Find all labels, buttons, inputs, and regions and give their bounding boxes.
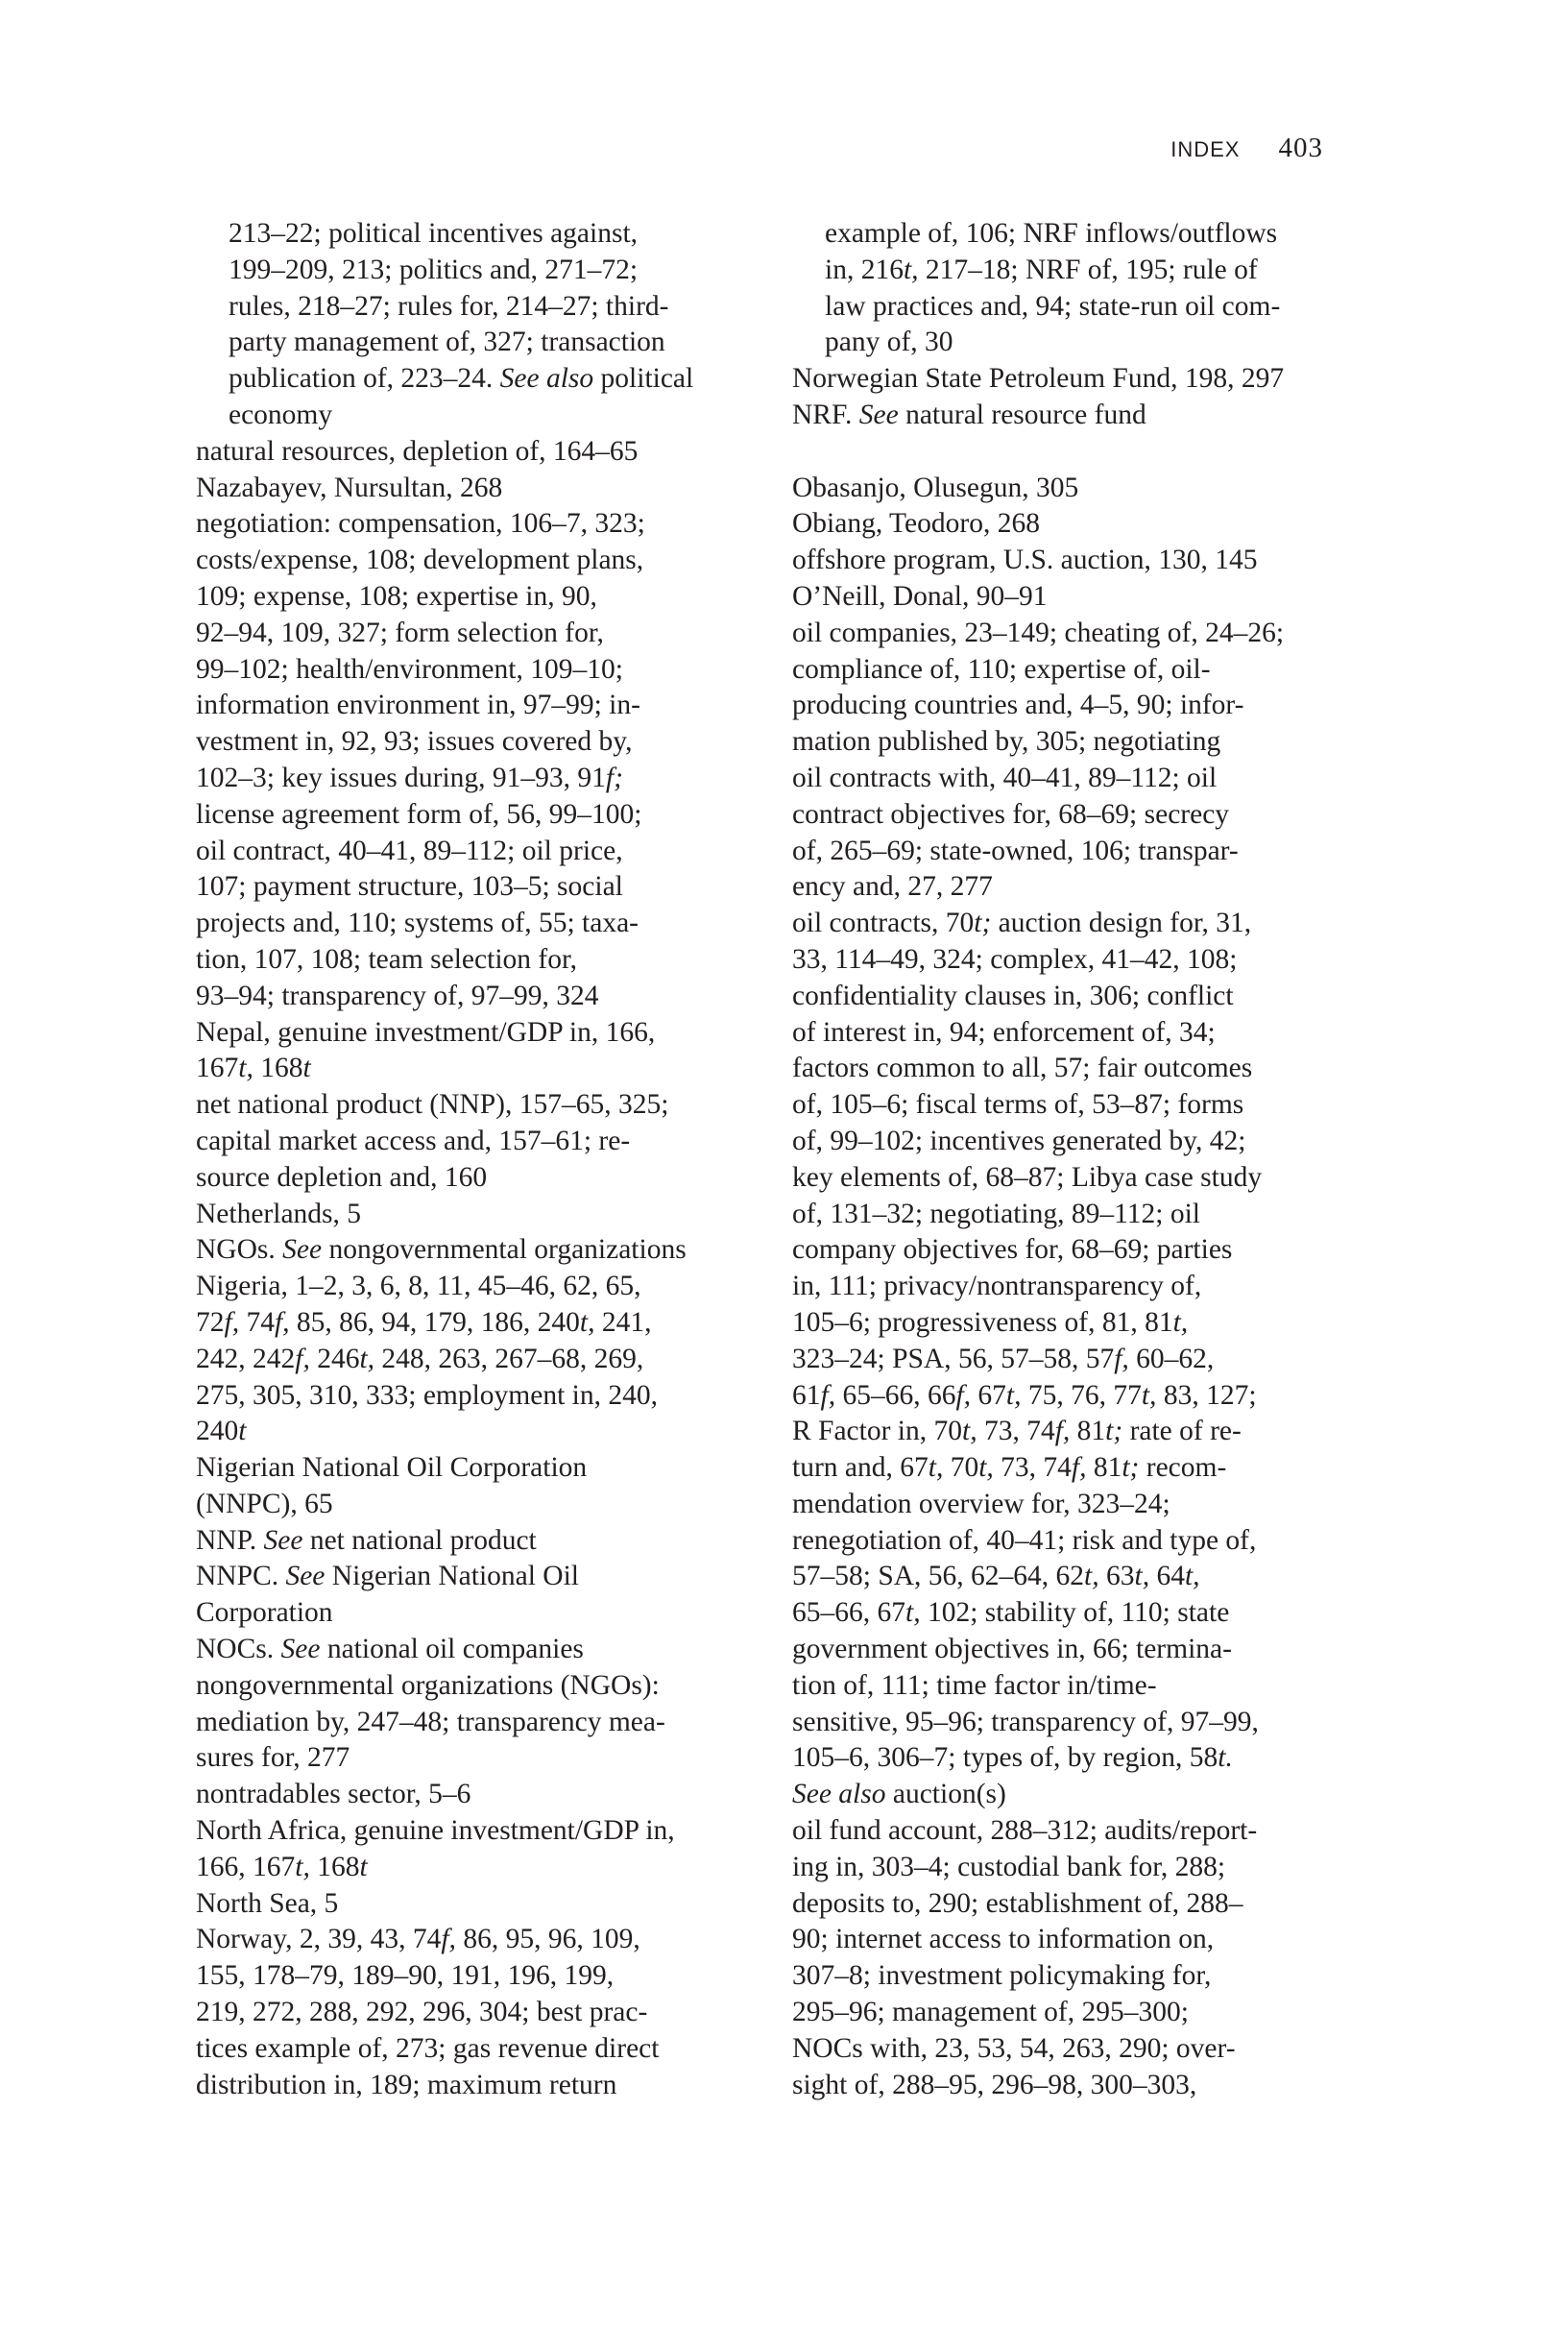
index-entry-line: 295–96; management of, 295–300; (792, 1997, 1189, 2028)
running-header (1170, 133, 1323, 164)
index-entry-line: vestment in, 92, 93; issues covered by, (196, 726, 633, 758)
index-entry-line: deposits to, 290; establishment of, 288– (792, 1887, 1243, 1919)
index-entry-line: government objectives in, 66; termina- (792, 1634, 1232, 1665)
index-entry-line: North Sea, 5 (196, 1887, 339, 1919)
index-entry-line: compliance of, 110; expertise of, oil- (792, 653, 1211, 685)
index-entry-line: ency and, 27, 277 (792, 871, 993, 903)
index-entry-line: producing countries and, 4–5, 90; infor- (792, 690, 1244, 721)
index-entry-line: Corporation (196, 1597, 333, 1629)
index-entry-line: oil contracts, 70t; auction design for, 31, (792, 908, 1252, 939)
index-entry (196, 1668, 772, 1777)
index-column-right (792, 216, 1344, 2103)
index-entry-line: 167t, 168t (196, 1053, 311, 1084)
index-entry (196, 434, 772, 471)
index-entry-line: 107; payment structure, 103–5; social (196, 871, 623, 903)
index-entry-line: party management of, 327; transaction (229, 327, 665, 358)
index-entry-line: of, 131–32; negotiating, 89–112; oil (792, 1198, 1200, 1229)
index-entry-line: ing in, 303–4; custodial bank for, 288; (792, 1851, 1226, 1882)
page-number: 403 (1278, 133, 1323, 163)
index-entry-line: distribution in, 189; maximum return (196, 2069, 617, 2100)
index-entry-line: 307–8; investment policymaking for, (792, 1960, 1212, 1992)
index-entry-line: Obasanjo, Olusegun, 305 (792, 472, 1079, 503)
index-entry-line: confidentiality clauses in, 306; conflict (792, 980, 1234, 1011)
index-entry-line: law practices and, 94; state-run oil com- (825, 290, 1281, 322)
index-entry-line: O’Neill, Donal, 90–91 (792, 580, 1048, 612)
index-entry-line: sures for, 277 (196, 1742, 350, 1774)
index-entry-line: tices example of, 273; gas revenue direct (196, 2032, 660, 2064)
index-entry-line: mendation overview for, 323–24; (792, 1488, 1170, 1519)
index-entry (196, 1450, 772, 1523)
index-entry (792, 361, 1344, 398)
index-entry-line: of, 105–6; fiscal terms of, 53–87; forms (792, 1089, 1244, 1121)
running-head-title: INDEX (1170, 137, 1241, 161)
index-entry-line: offshore program, U.S. auction, 130, 145 (792, 545, 1258, 576)
index-entry-line: nongovernmental organizations (NGOs): (196, 1669, 660, 1701)
index-entry-line: capital market access and, 157–61; re- (196, 1125, 631, 1156)
index-entry-line: information environment in, 97–99; in- (196, 690, 640, 721)
index-entry-line: sensitive, 95–96; transparency of, 97–99, (792, 1706, 1259, 1737)
index-entry (196, 1232, 772, 1269)
index-entry-line: 213–22; political incentives against, (229, 218, 639, 249)
index-entry-line: source depletion and, 160 (196, 1161, 488, 1193)
index-entry-line: Nigerian National Oil Corporation (196, 1452, 588, 1484)
index-entry-line: 105–6, 306–7; types of, by region, 58t. (792, 1742, 1233, 1774)
index-entry-line: 199–209, 213; politics and, 271–72; (229, 254, 639, 285)
index-entry-line: tion of, 111; time factor in/time- (792, 1669, 1157, 1701)
index-entry-line: publication of, 223–24. See also political (229, 363, 694, 395)
index-entry (196, 506, 772, 1014)
index-entry-line: turn and, 67t, 70t, 73, 74f, 81t; recom- (792, 1452, 1227, 1484)
index-column-left (196, 216, 772, 2103)
index-entry (196, 1632, 772, 1668)
index-entry-line: 105–6; progressiveness of, 81, 81t, (792, 1306, 1189, 1338)
index-entry-line: 61f, 65–66, 66f, 67t, 75, 76, 77t, 83, 127; (792, 1379, 1257, 1411)
index-entry (792, 616, 1344, 906)
index-entry-line: oil contract, 40–41, 89–112; oil price, (196, 835, 623, 866)
index-entry-line: natural resources, depletion of, 164–65 (196, 435, 639, 467)
index-entry-line: 90; internet access to information on, (792, 1924, 1215, 1955)
index-entry-line: Nigeria, 1–2, 3, 6, 8, 11, 45–46, 62, 65, (196, 1271, 641, 1302)
index-entry-line: Obiang, Teodoro, 268 (792, 508, 1040, 540)
index-entry (196, 1922, 772, 2103)
index-entry (792, 543, 1344, 579)
index-entry (792, 579, 1344, 616)
index-entry-line: NNP. See net national product (196, 1524, 537, 1556)
index-entry-line: factors common to all, 57; fair outcomes (792, 1053, 1253, 1084)
index-entry-line: 99–102; health/environment, 109–10; (196, 653, 623, 685)
letter-group-gap (792, 434, 1344, 471)
index-entry (792, 506, 1344, 543)
index-entry-line: license agreement form of, 56, 99–100; (196, 798, 642, 830)
index-entry-line: 93–94; transparency of, 97–99, 324 (196, 980, 599, 1011)
index-entry-line: contract objectives for, 68–69; secrecy (792, 798, 1230, 830)
index-entry-line: oil contracts with, 40–41, 89–112; oil (792, 762, 1218, 793)
index-entry-line: 219, 272, 288, 292, 296, 304; best prac- (196, 1997, 648, 2028)
index-entry-line: rules, 218–27; rules for, 214–27; third- (229, 290, 669, 322)
index-entry-line: North Africa, genuine investment/GDP in, (196, 1815, 675, 1847)
index-entry (196, 1015, 772, 1088)
index-entry-line: example of, 106; NRF inflows/outflows (825, 218, 1278, 249)
index-entry-line: Netherlands, 5 (196, 1198, 362, 1229)
index-entry-line: 33, 114–49, 324; complex, 41–42, 108; (792, 943, 1238, 975)
index-entry-line: R Factor in, 70t, 73, 74f, 81t; rate of re- (792, 1416, 1242, 1447)
index-entry-line: nontradables sector, 5–6 (196, 1779, 471, 1810)
index-entry-line: NOCs. See national oil companies (196, 1634, 584, 1665)
index-entry (196, 1777, 772, 1813)
index-entry-line: of, 99–102; incentives generated by, 42; (792, 1125, 1246, 1156)
index-entry-line: NGOs. See nongovernmental organizations (196, 1234, 687, 1266)
index-entry-line: NNPC. See Nigerian National Oil (196, 1561, 579, 1592)
index-entry (792, 1813, 1344, 2103)
index-entry-line: tion, 107, 108; team selection for, (196, 943, 577, 975)
index-entry (792, 471, 1344, 507)
index-entry-line: negotiation: compensation, 106–7, 323; (196, 508, 645, 540)
index-entry-line: 72f, 74f, 85, 86, 94, 179, 186, 240t, 241, (196, 1306, 652, 1338)
index-entry (196, 1886, 772, 1923)
index-entry-line: 109; expense, 108; expertise in, 90, (196, 580, 597, 612)
index-entry-line: economy (229, 399, 333, 430)
index-entry-line: 323–24; PSA, 56, 57–58, 57f, 60–62, (792, 1343, 1215, 1374)
index-entry-line: oil companies, 23–149; cheating of, 24–26; (792, 617, 1285, 648)
index-entry-line: mation published by, 305; negotiating (792, 726, 1221, 758)
index-entry-line: NOCs with, 23, 53, 54, 263, 290; over- (792, 2032, 1236, 2064)
index-entry-line: of, 265–69; state-owned, 106; transpar- (792, 835, 1239, 866)
index-entry-line: of interest in, 94; enforcement of, 34; (792, 1016, 1216, 1048)
index-entry-line: NRF. See natural resource fund (792, 399, 1146, 430)
index-entry-line: (NNPC), 65 (196, 1488, 333, 1519)
index-entry-line: Norwegian State Petroleum Fund, 198, 297 (792, 363, 1285, 395)
index-entry-line: net national product (NNP), 157–65, 325; (196, 1089, 669, 1121)
index-entry-line: key elements of, 68–87; Libya case study (792, 1161, 1263, 1193)
index-entry-line: See also auction(s) (792, 1779, 1006, 1810)
index-entry-line: company objectives for, 68–69; parties (792, 1234, 1233, 1266)
index-entry-line: 275, 305, 310, 333; employment in, 240, (196, 1379, 658, 1411)
index-entry-line: pany of, 30 (825, 327, 953, 358)
index-entry (196, 1269, 772, 1450)
index-entry-line: Nazabayev, Nursultan, 268 (196, 472, 503, 503)
index-entry (196, 1523, 772, 1560)
index-entry-line: costs/expense, 108; development plans, (196, 545, 644, 576)
index-entry (196, 471, 772, 507)
index-entry-line: oil fund account, 288–312; audits/report- (792, 1815, 1258, 1847)
index-entry-line: 242, 242f, 246t, 248, 263, 267–68, 269, (196, 1343, 644, 1374)
index-entry-continued (792, 216, 1344, 361)
index-entry-line: renegotiation of, 40–41; risk and type of, (792, 1524, 1257, 1556)
index-entry (196, 1197, 772, 1233)
index-entry-continued (196, 216, 772, 434)
index-entry-line: 166, 167t, 168t (196, 1851, 368, 1882)
index-entry-line: mediation by, 247–48; transparency mea- (196, 1706, 665, 1737)
index-entry (792, 906, 1344, 1813)
index-entry (196, 1813, 772, 1886)
index-entry-line: 65–66, 67t, 102; stability of, 110; state (792, 1597, 1230, 1629)
index-entry (196, 1559, 772, 1632)
index-entry-line: Norway, 2, 39, 43, 74f, 86, 95, 96, 109, (196, 1924, 640, 1955)
index-entry-line: projects and, 110; systems of, 55; taxa- (196, 908, 639, 939)
index-entry (196, 1087, 772, 1196)
index-entry-line: 57–58; SA, 56, 62–64, 62t, 63t, 64t, (792, 1561, 1200, 1592)
index-entry-line: 102–3; key issues during, 91–93, 91f; (196, 762, 623, 793)
index-entry-line: 92–94, 109, 327; form selection for, (196, 617, 604, 648)
index-entry-line: in, 111; privacy/nontransparency of, (792, 1271, 1202, 1302)
index-entry (792, 398, 1344, 434)
index-entry-line: in, 216t, 217–18; NRF of, 195; rule of (825, 254, 1258, 285)
index-entry-line: 240t (196, 1416, 247, 1447)
index-entry-line: 155, 178–79, 189–90, 191, 196, 199, (196, 1960, 615, 1992)
index-entry-line: Nepal, genuine investment/GDP in, 166, (196, 1016, 656, 1048)
index-entry-line: sight of, 288–95, 296–98, 300–303, (792, 2069, 1197, 2100)
